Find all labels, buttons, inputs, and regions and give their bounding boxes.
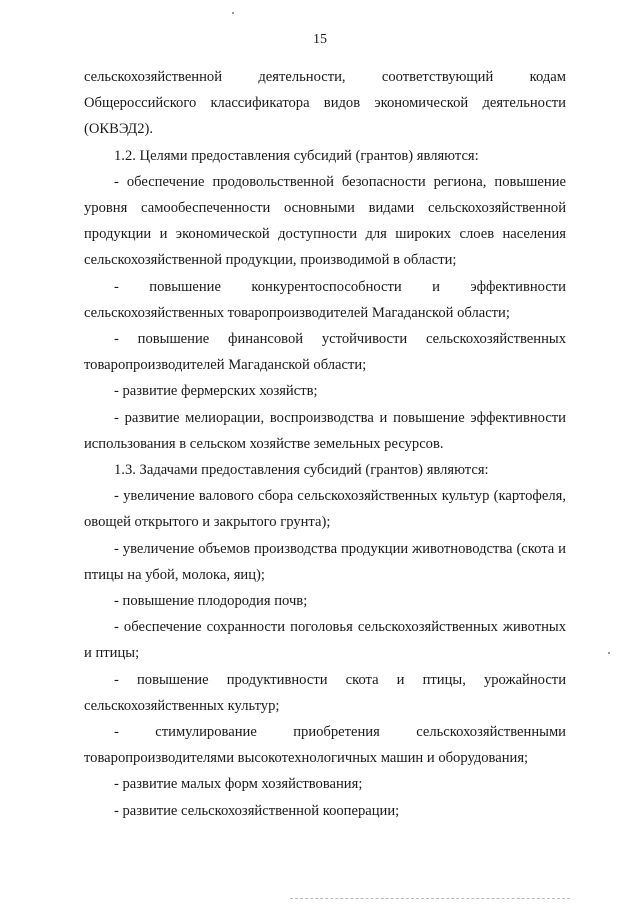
goal-item-competitiveness: - повышение конкурентоспособности и эффективности сельскохозяйственных товаропроизводителей Магаданской области; xyxy=(84,278,566,321)
goal-item-melioration: - развитие мелиорации, воспроизводства и повышение эффективности использования в сельском хозяйстве земельных ресурсов. xyxy=(84,409,566,452)
task-item-cooperation: - развитие сельскохозяйственной кооперации; xyxy=(114,802,400,819)
page-number: 15 xyxy=(313,32,327,47)
goal-item-food-security: - обеспечение продовольственной безопасности региона, повышение уровня самообеспеченности основными видами сельскохозяйственной продукции и экономической доступности для широких слоев населения сельскохозяйственной продукции, производимой в области; xyxy=(84,173,566,269)
scan-edge-rule xyxy=(290,898,570,899)
goal-item-farms: - развитие фермерских хозяйств; xyxy=(114,383,318,400)
scan-speck xyxy=(608,652,610,654)
task-item-productivity: - повышение продуктивности скота и птицы, урожайности сельскохозяйственных культур; xyxy=(84,671,566,714)
task-item-livestock-production: - увеличение объемов производства продукции животноводства (скота и птицы на убой, молока, яиц); xyxy=(84,540,566,583)
paragraph-okved-continuation: сельскохозяйственной деятельности, соответствующий кодам Общероссийского классификатора видов экономической деятельности (ОКВЭД2). xyxy=(84,69,566,138)
paragraph-goals-heading: 1.2. Целями предоставления субсидий (грантов) являются: xyxy=(114,147,479,164)
task-item-soil-fertility: - повышение плодородия почв; xyxy=(114,593,308,610)
paragraph-tasks-heading: 1.3. Задачами предоставления субсидий (грантов) являются: xyxy=(114,462,489,479)
task-item-machinery: - стимулирование приобретения сельскохозяйственными товаропроизводителями высокотехнологичных машин и оборудования; xyxy=(84,724,566,767)
task-item-small-farms: - развитие малых форм хозяйствования; xyxy=(114,776,363,793)
scan-speck xyxy=(232,12,234,14)
goal-item-financial-stability: - повышение финансовой устойчивости сельскохозяйственных товаропроизводителей Магаданской области; xyxy=(84,331,566,374)
task-item-crop-harvest: - увеличение валового сбора сельскохозяйственных культур (картофеля, овощей открытого и закрытого грунта); xyxy=(84,488,566,531)
task-item-livestock-preservation: - обеспечение сохранности поголовья сельскохозяйственных животных и птицы; xyxy=(84,619,566,662)
document-body xyxy=(84,64,566,824)
